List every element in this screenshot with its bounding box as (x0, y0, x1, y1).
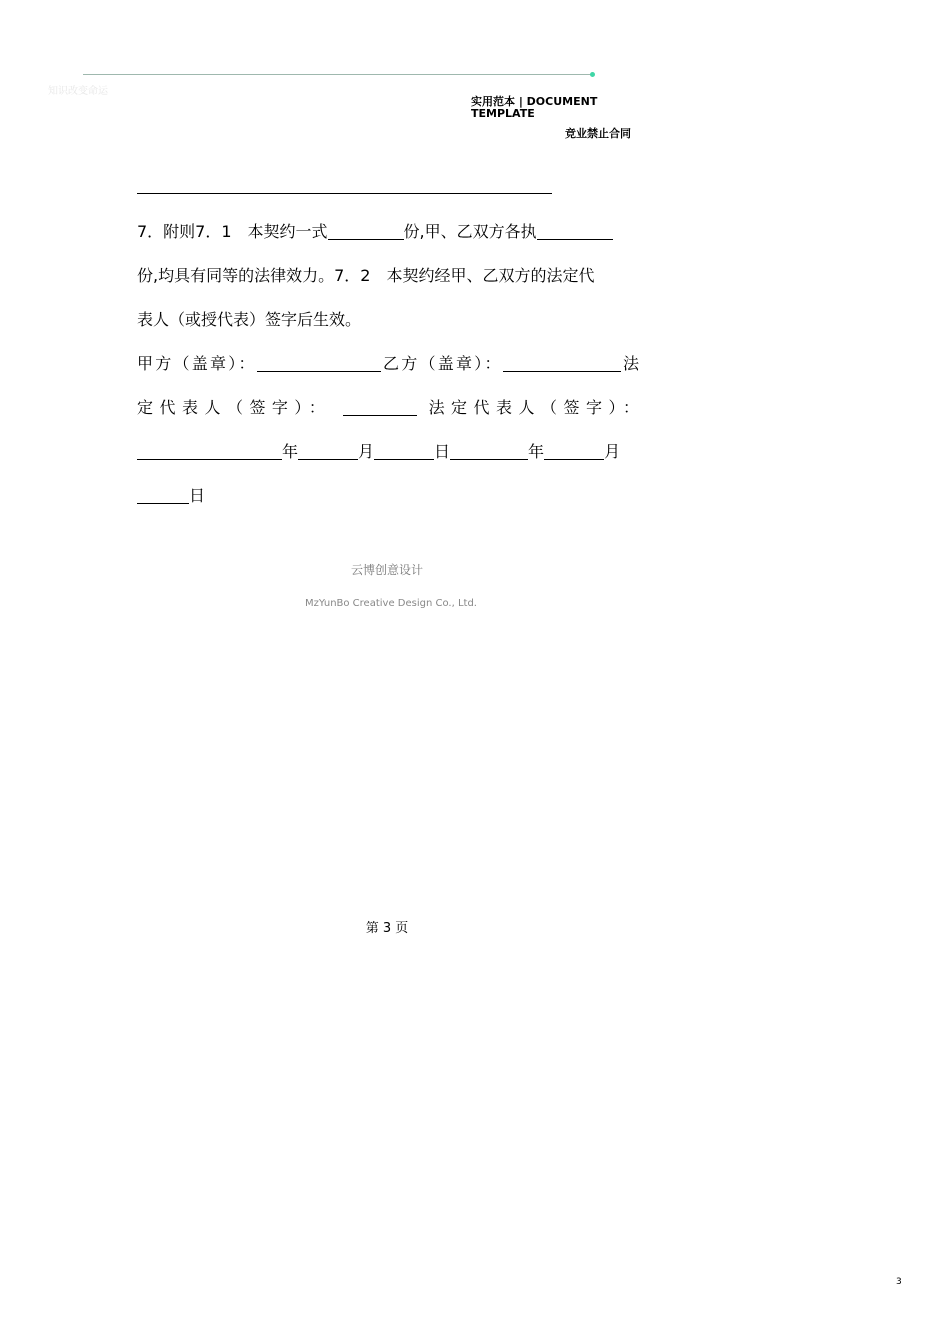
party-a-seal-label: 甲方（盖章）： (137, 354, 257, 373)
party-a-year-blank (137, 443, 282, 460)
header-watermark: 知识改变命运 (48, 86, 108, 97)
header-title: 实用范本 | DOCUMENT TEMPLATE (471, 95, 598, 120)
contract-body (137, 210, 639, 518)
header-accent-dot (590, 72, 595, 77)
party-b-rep-label: 法定代表人（签字）： (428, 398, 639, 417)
each-copies-blank (537, 223, 613, 240)
day-label: 日 (189, 486, 206, 505)
line-4 (137, 342, 639, 386)
page-number: 第 3 页 (365, 921, 409, 936)
line-3: 表人（或授代表）签字后生效。 (137, 310, 362, 329)
month-label: 月 (358, 442, 375, 461)
party-b-seal-blank (503, 355, 621, 372)
party-a-day-blank (374, 443, 434, 460)
legal-rep-start: 法 (620, 354, 639, 373)
header-document-name: 竞业禁止合同 (565, 127, 631, 140)
party-a-rep-label: 定代表人（签字）： (137, 398, 332, 417)
clause-7-1-start: 7．附则7．1 本契约一式 (137, 222, 328, 241)
party-b-month-blank (544, 443, 604, 460)
month-label: 月 (604, 442, 621, 461)
corner-page-number: 3 (896, 1277, 902, 1287)
footer-company-en: MzYunBo Creative Design Co., Ltd. (305, 598, 477, 609)
line-5 (137, 386, 639, 430)
footer-company-cn: 云博创意设计 (350, 563, 423, 577)
day-label: 日 (434, 442, 451, 461)
party-a-seal-blank (257, 355, 381, 372)
party-b-day-blank (137, 487, 189, 504)
line-6 (137, 430, 639, 474)
clause-7-1-mid: 份,甲、乙双方各执 (403, 222, 537, 241)
line-2: 份,均具有同等的法律效力。7．2 本契约经甲、乙双方的法定代 (137, 266, 595, 285)
year-label: 年 (282, 442, 299, 461)
party-a-month-blank (298, 443, 358, 460)
header-rule (83, 74, 593, 75)
line-1 (137, 210, 639, 254)
copies-blank (328, 223, 404, 240)
year-label: 年 (528, 442, 545, 461)
line-7 (137, 474, 639, 518)
party-a-rep-blank (343, 399, 417, 416)
top-blank-line (137, 193, 552, 194)
party-b-seal-label: 乙方（盖章）： (380, 354, 503, 373)
party-b-year-blank (450, 443, 528, 460)
